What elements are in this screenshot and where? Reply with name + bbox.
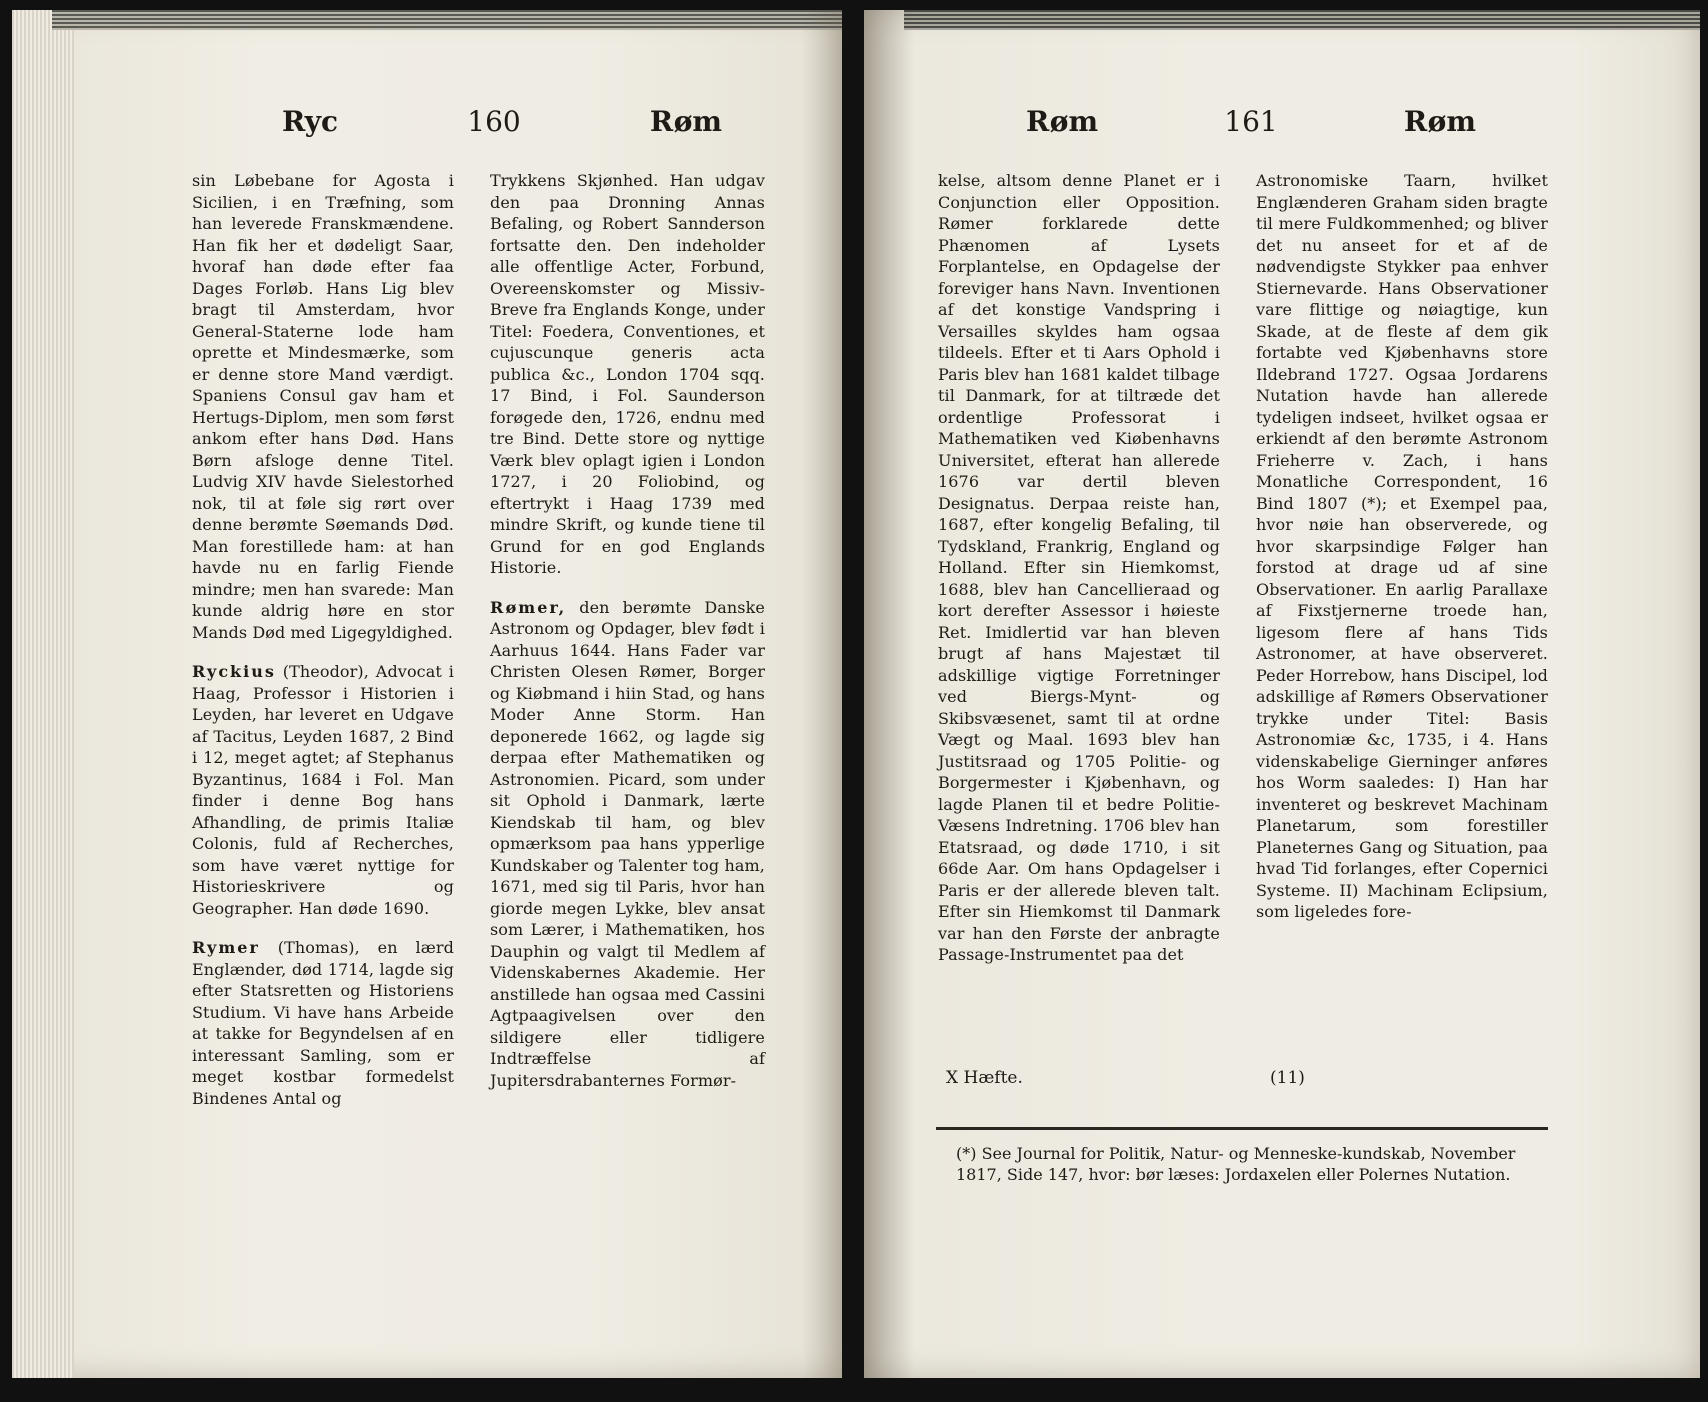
entry-romer <box>490 597 765 1092</box>
page-top-edge <box>904 10 1700 30</box>
paragraph: kelse, altsom denne Planet er i Conjunction eller Opposition. Rømer forklarede dette Phænomen af Lysets Forplantelse, en Opdagelse der foreviger hans Navn. Inventionen af det konstige Vandspring i Versailles skyldes ham ogsaa tildeels. Efter et ti Aars Ophold i Paris blev han 1681 kaldet tilbage til Danmark, for at tiltræde det ordentlige Professorat i Mathematiken ved Kiøbenhavns Universitet, efterat han allerede 1676 var dertil bleven Designatus. Derpaa reiste han, 1687, efter kongelig Befaling, til Tydskland, Frankrig, England og Holland. Efter sin Hiemkomst, 1688, blev han Cancellieraad og kort derefter Assessor i høieste Ret. Imidlertid var han bleven brugt af hans Majestæt til adskillige vigtige Forretninger ved Biergs-Mynt- og Skibsvæsenet, samt til at ordne Vægt og Maal. 1693 blev han Justitsraad og 1705 Politie- og Borgermester i Kjøbenhavn, og lagde Planen til et bedre Politie-Væsens Indretning. 1706 blev han Etatsraad, og døde 1710, i sit 66de Aar. Om hans Opdagelser i Paris er der allerede bleven talt. Efter sin Hiemkomst til Danmark var han den Første der anbragte Passage-Instrumentet paa det <box>938 171 1220 964</box>
running-head-right <box>1026 105 1476 138</box>
left-page-column-2 <box>490 170 765 1091</box>
entry-head: Rymer <box>192 938 260 957</box>
paragraph: sin Løbebane for Agosta i Sicilien, i en Træfning, som han leverede Franskmændene. Han fik her et dødeligt Saar, hvoraf han døde efter faa Dages Forløb. Hans Lig blev bragt til Amsterdam, hvor General-Staterne lode ham oprette et Mindesmærke, som er denne store Mand værdigt. Spaniens Consul gav ham et Hertugs-Diplom, men som først ankom efter hans Død. Hans Børn afsloge denne Titel. Ludvig XIV havde Sielestorhed nok, til at føle sig rørt over denne berømte Søemands Død. Man forestillede ham: at han havde nu en farlig Fiende mindre; men han svarede: Man kunde aldrig høre en stor Mands Død med Ligegyldighed. <box>192 171 454 642</box>
right-page <box>864 10 1700 1378</box>
entry-text: (Thomas), en lærd Englænder, død 1714, lagde sig efter Statsretten og Historiens Studium. Vi have hans Arbeide at takke for Begyndelsen af en interessant Samling, som er meget kostbar formedelst Bindenes Antal og <box>192 938 454 1108</box>
right-page-column-2 <box>1256 170 1548 923</box>
signature-mark: X Hæfte. <box>946 1068 1023 1088</box>
paragraph: Trykkens Skjønhed. Han udgav den paa Dronning Annas Befaling, og Robert Sannderson fortsatte den. Den indeholder alle offentlige Acter, Forbund, Overeenskomster og Missiv-Breve fra Englands Konge, under Titel: Foedera, Conventiones, et cujuscunque generis acta publica &c., London 1704 sqq. 17 Bind, i Fol. Saunderson forøgede den, 1726, endnu med tre Bind. Dette store og nyttige Værk blev oplagt igien i London 1727, i 20 Foliobind, og eftertrykt i Haag 1739 med mindre Skrift, og kunde tiene til Grund for en god Englands Historie. <box>490 171 765 577</box>
entry-text: den berømte Danske Astronom og Opdager, blev født i Aarhuus 1644. Hans Fader var Christen Olesen Rømer, Borger og Kiøbmand i hiin Stad, og hans Moder Anne Storm. Han deponerede 1662, og lagde sig derpaa efter Mathematiken og Astronomien. Picard, som under sit Ophold i Danmark, lærte Kiendskab til ham, og blev opmærksom paa hans ypperlige Kundskaber og Talenter tog ham, 1671, med sig til Paris, hvor han giorde megen Lykke, blev ansat som Lærer, i Mathematiken, hos Dauphin og valgt til Medlem af Videnskabernes Akademie. Her anstillede han ogsaa med Cassini Agtpaagivelsen over den sildigere eller tidligere Indtræffelse af Jupitersdrabanternes Formør- <box>490 597 765 1090</box>
head-word-left: Ryc <box>282 105 339 138</box>
gutter-shadow <box>802 10 842 1378</box>
footnote: (*) See Journal for Politik, Natur- og Menneske-kundskab, November 1817, Side 147, hvor: bør læses: Jordaxelen eller Polernes Nutation. <box>956 1144 1516 1184</box>
page-top-edge <box>52 10 842 30</box>
right-page-column-1 <box>938 170 1220 966</box>
head-word-right: Røm <box>1403 105 1476 138</box>
left-page <box>12 10 842 1378</box>
footnote-rule <box>936 1127 1548 1130</box>
entry-head: Rømer, <box>490 597 567 617</box>
signature-number: (11) <box>1270 1068 1305 1088</box>
page-number-left: 160 <box>467 105 521 138</box>
page-edges <box>12 10 74 1378</box>
entry-ryckius <box>192 661 454 919</box>
entry-text: (Theodor), Advocat i Haag, Professor i Historien i Leyden, har leveret en Udgave af Tacitus, Leyden 1687, 2 Bind i 12, meget agtet; af Stephanus Byzantinus, 1684 i Fol. Man finder i denne Bog hans Afhandling, de primis Italiæ Colonis, fuld af Recherches, som have været nyttige for Historieskrivere og Geographer. Han døde 1690. <box>192 662 455 918</box>
head-word-right: Røm <box>649 105 722 138</box>
gutter-shadow <box>864 10 914 1378</box>
head-word-left: Røm <box>1026 105 1099 138</box>
running-head-left <box>282 105 722 138</box>
page-number-right: 161 <box>1224 105 1278 138</box>
left-page-column-1 <box>192 170 454 1109</box>
paragraph: Astronomiske Taarn, hvilket Englænderen Graham siden bragte til mere Fuldkommenhed; og bliver det nu anseet for et af de nødvendigste Stykker paa enhver Stiernevarde. Hans Observationer vare flittige og nøiagtige, kun Skade, at de fleste af dem gik fortabte ved Kjøbenhavns store Ildebrand 1727. Ogsaa Jordarens Nutation havde han allerede tydeligen indseet, hvilket ogsaa er erkiendt af den berømte Astronom Frieherre v. Zach, i hans Monatliche Correspondent, 16 Bind 1807 (*); et Exempel paa, hvor nøie han observerede, og hvor skarpsindige Følger han forstod at drage ud af sine Observationer. En aarlig Parallaxe af Fixstjernerne troede han, ligesom flere af hans Tids Astronomer, at have observeret. Peder Horrebow, hans Discipel, lod adskillige af Rømers Observationer trykke under Titel: Basis Astronomiæ &c, 1735, i 4. Hans videnskabelige Gierninger anføres hos Worm saaledes: I) Han har inventeret og beskrevet Machinam Planetarum, som forestiller Planeternes Gang og Situation, paa hvad Tid forlanges, efter Copernici Systeme. II) Machinam Eclipsium, som ligeledes fore- <box>1256 171 1548 921</box>
entry-rymer <box>192 937 454 1109</box>
entry-head: Ryckius <box>192 662 276 681</box>
